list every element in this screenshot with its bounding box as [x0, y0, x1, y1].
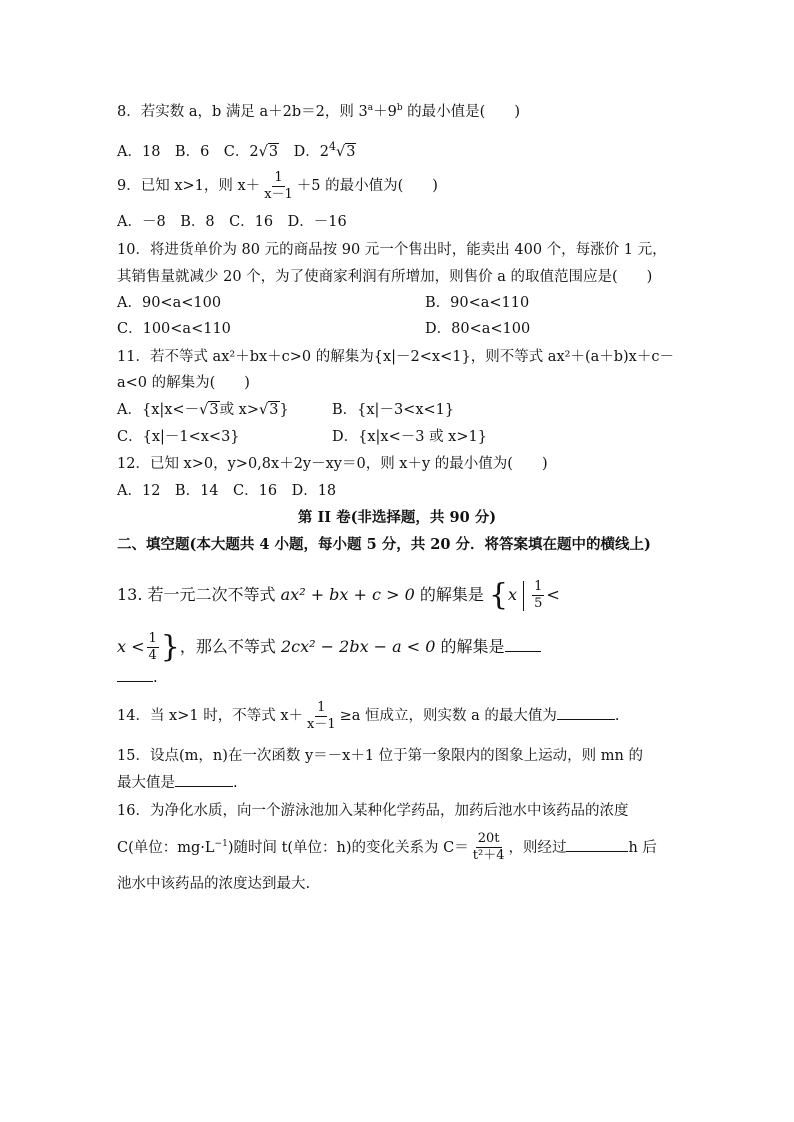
q16-fraction — [471, 831, 507, 864]
q14-frac-num: 1 — [317, 699, 326, 715]
q13-fraction-1 — [532, 579, 544, 612]
q16-line2-d: h 后 — [628, 839, 657, 856]
q9-stem-a: 9．已知 x>1，则 x＋ — [117, 178, 261, 194]
q8-sqrt-c-rad: 3 — [268, 143, 279, 160]
q13-line2-b: ，那么不等式 — [179, 637, 281, 656]
q16-frac-num: 20t — [477, 831, 500, 847]
q16-line2-a: C(单位：mg·L — [117, 839, 215, 856]
q11-line1: 11．若不等式 ax²＋bx＋c>0 的解集为{x|－2<x<1}，则不等式 ax²＋(a＋b)x＋c－ — [117, 349, 674, 365]
q10-line1: 10．将进货单价为 80 元的商品按 90 元一个售出时，能卖出 400 个，每涨价 1 元， — [117, 242, 667, 258]
q14-fraction — [305, 700, 338, 733]
q12-stem: 12．已知 x>0，y>0,8x＋2y－xy＝0，则 x＋y 的最小值为( ) — [117, 456, 548, 472]
q9-stem-b: ＋5 的最小值为( ) — [296, 178, 438, 194]
q16-answer-blank[interactable] — [566, 851, 628, 852]
q10-option-d: D．80<a<100 — [425, 321, 531, 337]
q8-stem — [117, 98, 520, 122]
q11-option-d: D．{x|x<－3 或 x>1} — [332, 429, 487, 445]
q13-line2 — [117, 624, 541, 671]
q14-stem — [117, 696, 620, 736]
q11-line2: a<0 的解集为( ) — [117, 375, 250, 391]
q8-opt-d-index: 4 — [328, 140, 336, 153]
q13-stem-a: 13. 若一元二次不等式 — [117, 585, 281, 604]
q11-option-c: C．{x|－1<x<3} — [117, 429, 240, 445]
q8-sqrt-d-rad: 3 — [346, 143, 356, 160]
q16-line2-c: ，则经过 — [508, 839, 567, 856]
q16-frac-den: t²＋4 — [472, 848, 505, 864]
q10-option-b: B．90<a<110 — [425, 295, 530, 311]
q13-line2-c: 的解集是 — [435, 637, 505, 656]
q13-right-brace: } — [160, 629, 180, 665]
section-heading: 二、填空题(本大题共 4 小题，每小题 5 分，共 20 分．将答案填在题中的横线上) — [117, 536, 651, 553]
q15-end: . — [233, 775, 238, 791]
q13-end: . — [153, 670, 158, 686]
q13-line3 — [117, 668, 158, 688]
q8-options — [117, 137, 356, 162]
q13-frac1-num: 1 — [534, 579, 543, 594]
q13-math-b: 2cx² − 2bx − a < 0 — [280, 637, 436, 656]
q8-stem-a: 8．若实数 a，b 满足 a＋2b＝2，则 3 — [117, 103, 368, 120]
q15-line2-text: 最大值是 — [117, 775, 175, 791]
q16-line3: 池水中该药品的浓度达到最大. — [117, 876, 311, 892]
q11-opt-a-3: } — [279, 402, 289, 418]
q12-options: A．12 B．14 C．16 D．18 — [117, 483, 337, 499]
q14-stem-b: ≥a 恒成立，则实数 a 的最大值为 — [339, 708, 557, 724]
q15-line2 — [117, 773, 238, 793]
q16-line2-b: )随时间 t(单位：h)的变化关系为 C＝ — [227, 839, 469, 856]
q8-options-text: A．18 B．6 C．2 — [117, 143, 259, 160]
q13-line1 — [117, 572, 560, 619]
q13-answer-blank-2[interactable] — [117, 681, 153, 682]
q11-opt-a-1: A．{x|x<－ — [117, 402, 200, 418]
q10-option-a: A．90<a<100 — [117, 295, 222, 311]
q11-sqrt-1: √3 — [199, 402, 219, 418]
q8-stem-b: ＋9 — [373, 103, 397, 120]
q14-stem-a: 14．当 x>1 时，不等式 x＋ — [117, 708, 304, 724]
q11-option-b: B．{x|－3<x<1} — [332, 402, 455, 418]
q13-answer-blank-1[interactable] — [505, 651, 541, 652]
q13-frac1-den: 5 — [534, 596, 543, 611]
q8-opt-d: D．2 — [279, 143, 329, 160]
q8-sqrt-c: √3 — [258, 143, 279, 160]
q10-option-c: C．100<a<110 — [117, 321, 231, 337]
q15-line1: 15．设点(m，n)在一次函数 y＝－x＋1 位于第一象限内的图象上运动，则 mn 的 — [117, 748, 643, 764]
q13-fraction-2 — [147, 631, 159, 664]
q13-lt: < — [546, 585, 560, 604]
part2-title: 第 II 卷(非选择题，共 90 分) — [297, 509, 497, 526]
q13-line2-a: x < — [117, 637, 145, 656]
q13-math-a: ax² + bx + c > 0 — [280, 585, 415, 604]
q9-options-text: A．－8 B．8 C．16 D．－16 — [117, 214, 347, 230]
q8-sup-b: b — [396, 103, 403, 113]
q16-line1: 16．为净化水质，向一个游泳池加入某种化学药品，加药后池水中该药品的浓度 — [117, 803, 629, 819]
q16-sup: −1 — [214, 839, 228, 849]
q13-set-var: x — [508, 585, 518, 604]
q15-answer-blank[interactable] — [175, 786, 233, 787]
q11-sqrt-2-rad: 3 — [269, 402, 279, 418]
q9-stem — [117, 166, 438, 206]
q11-option-a — [117, 400, 289, 420]
q14-frac-den: x－1 — [307, 716, 336, 732]
q8-sqrt-d: √3 — [335, 143, 356, 160]
q9-frac-den: x－1 — [264, 186, 293, 202]
q16-line2 — [117, 824, 657, 868]
q13-left-brace: { — [488, 577, 509, 613]
q11-opt-a-2: 或 x> — [219, 402, 260, 418]
q14-answer-blank[interactable] — [557, 719, 615, 720]
q10-line2: 其销售量就减少 20 个，为了使商家利润有所增加，则售价 a 的取值范围应是( ) — [117, 269, 653, 285]
q13-frac2-num: 1 — [148, 631, 157, 646]
q13-frac2-den: 4 — [148, 648, 157, 663]
q9-options — [117, 212, 347, 232]
q11-sqrt-2: √3 — [259, 402, 279, 418]
q13-set-bar — [523, 581, 524, 611]
q9-frac-num: 1 — [274, 169, 283, 185]
q13-stem-b: 的解集是 — [414, 585, 484, 604]
q9-fraction — [262, 170, 295, 203]
q8-stem-c: 的最小值是( ) — [402, 103, 521, 120]
q14-end: . — [614, 708, 620, 724]
q8-sup-a: a — [367, 103, 374, 113]
q11-sqrt-1-rad: 3 — [209, 402, 219, 418]
